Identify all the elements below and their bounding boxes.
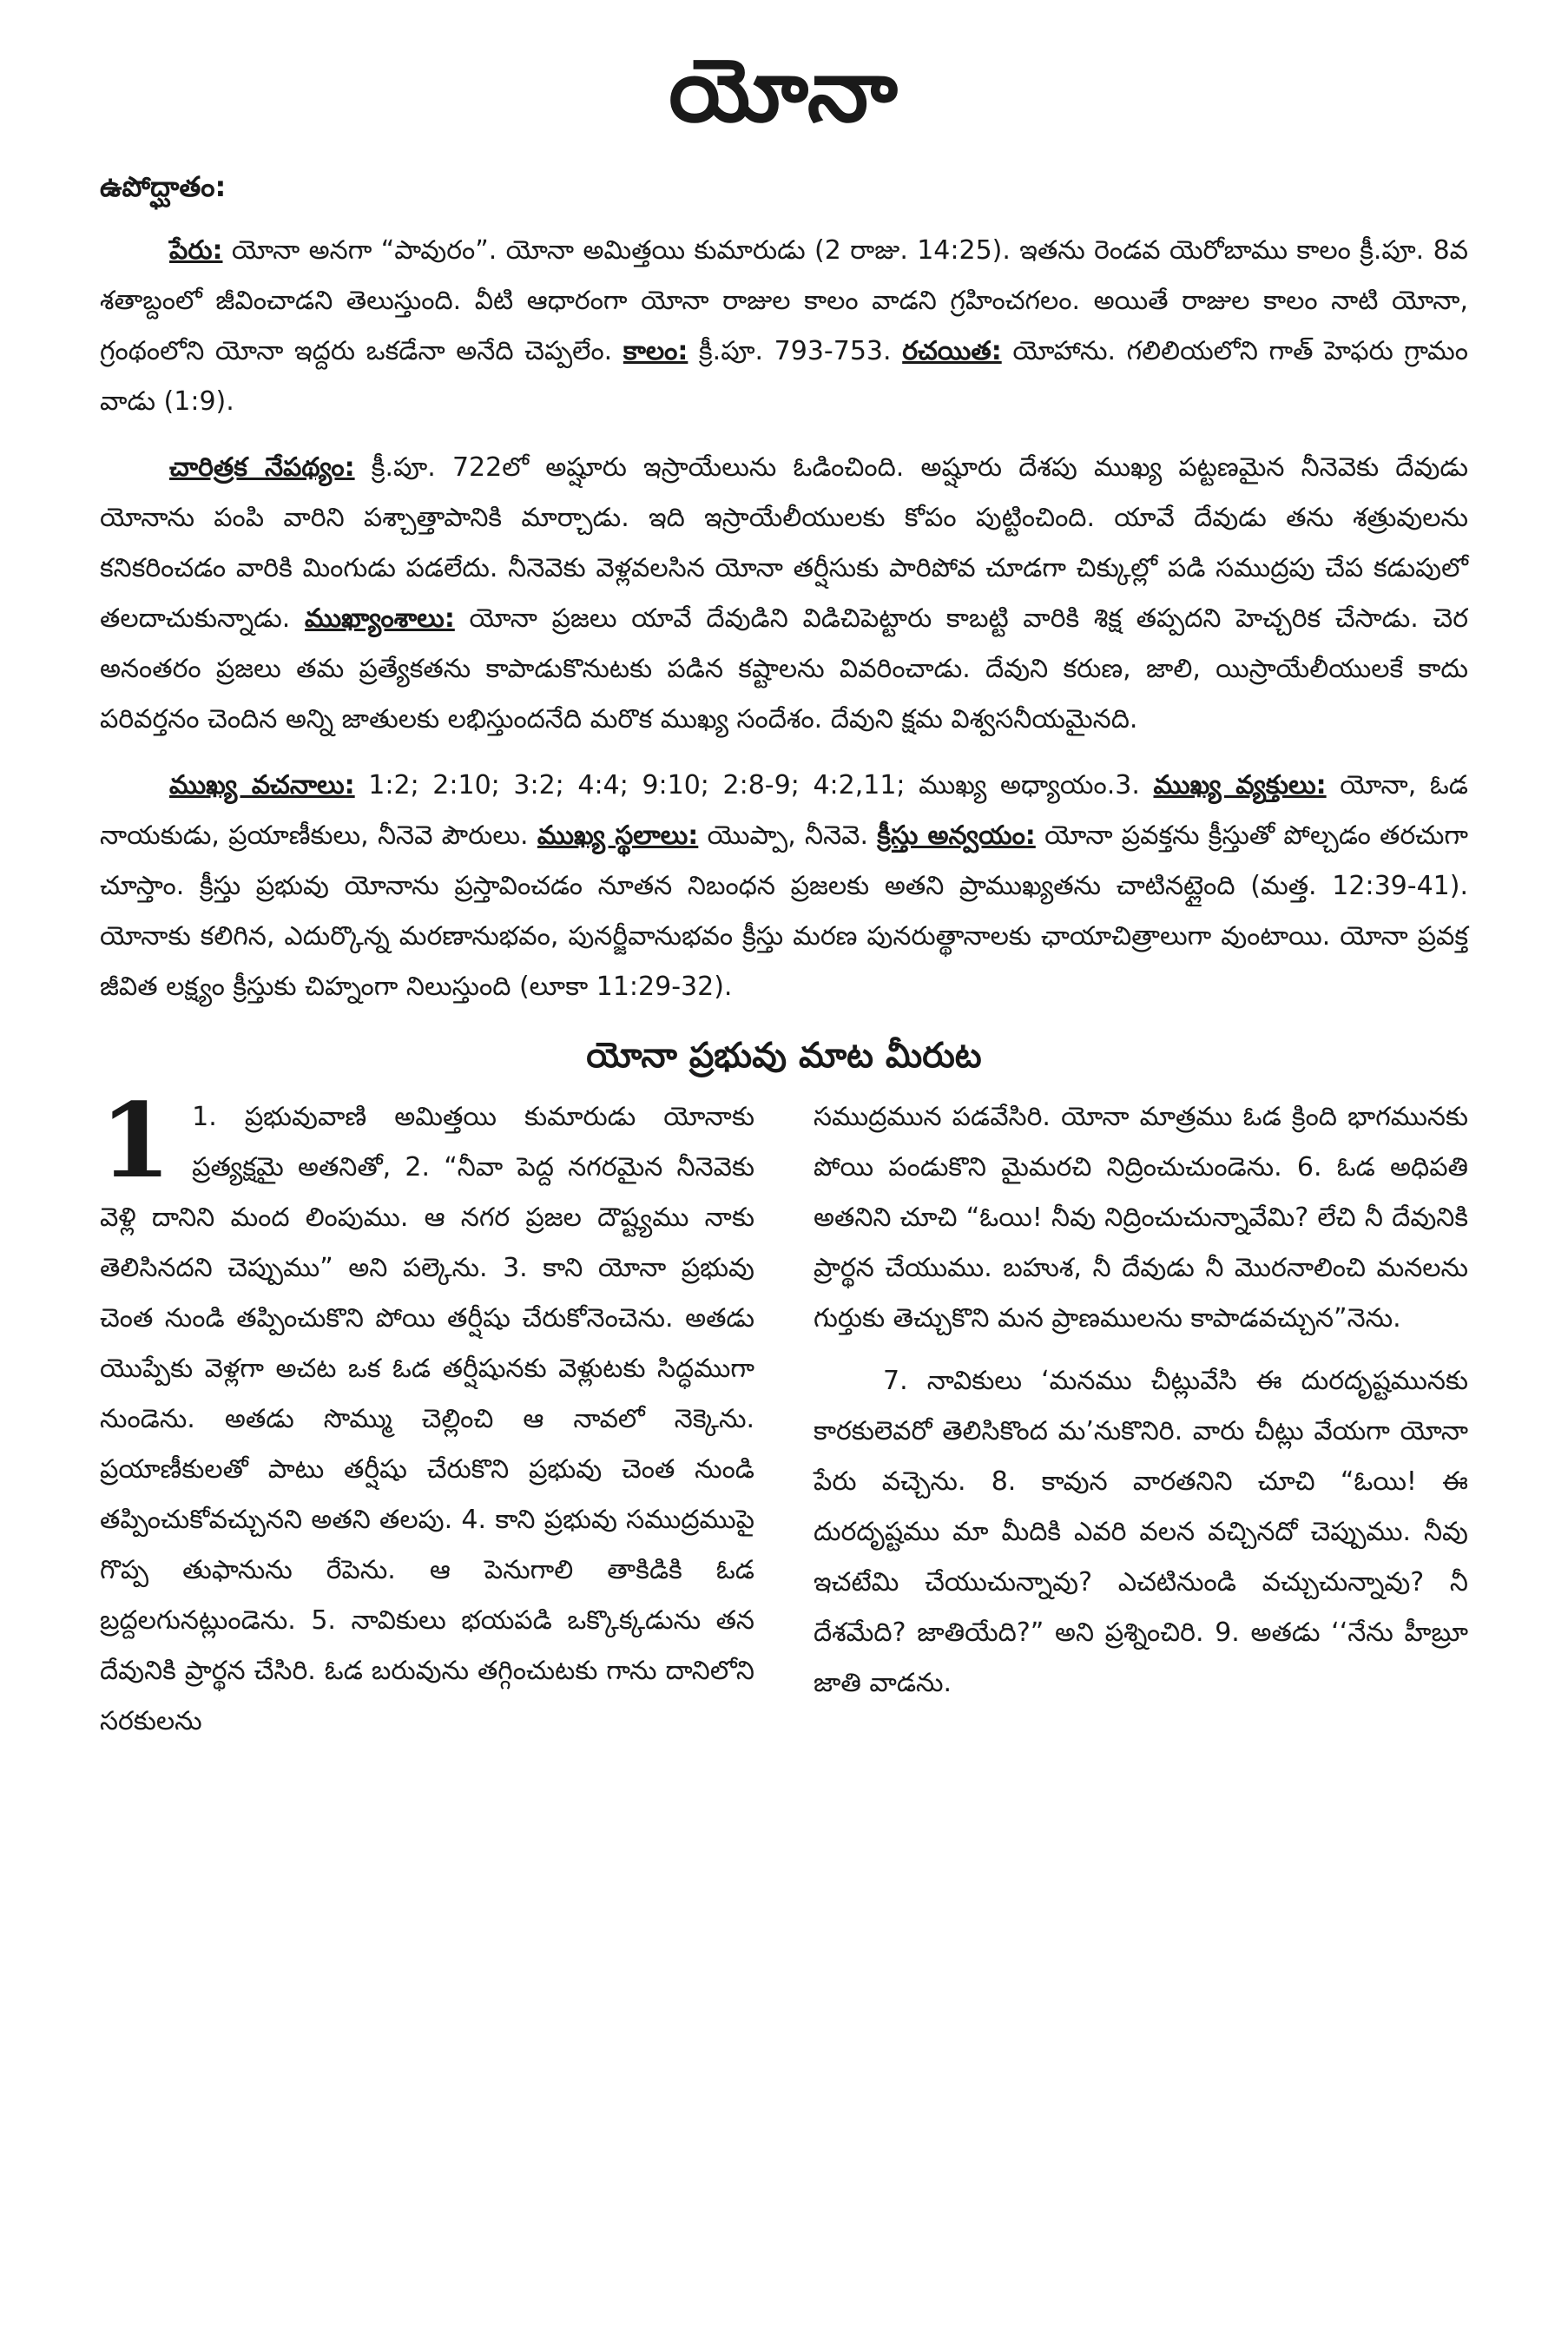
label-christ: క్రీస్తు అన్వయం: bbox=[877, 820, 1036, 851]
introduction bbox=[100, 170, 1468, 1012]
label-time: కాలం: bbox=[623, 336, 688, 366]
scripture-columns bbox=[100, 1080, 1468, 1759]
page bbox=[100, 35, 1468, 1759]
label-background: చారిత్రక నేపథ్యం: bbox=[169, 452, 355, 483]
intro-paragraph-key bbox=[100, 761, 1468, 1012]
intro-paragraph-name bbox=[100, 226, 1468, 427]
left-column bbox=[100, 1080, 754, 1759]
label-themes: ముఖ్యాంశాలు: bbox=[304, 603, 455, 634]
text-verses: 1:2; 2:10; 3:2; 4:4; 9:10; 2:8-9; 4:2,11; ముఖ్య అధ్యాయం.3. bbox=[354, 770, 1154, 800]
text-background: క్రీ.పూ. 722లో అష్షూరు ఇస్రాయేలును ఓడించింది. అష్షూరు దేశపు ముఖ్య పట్టణమైన నీనెవెకు దేవుడు యోనాను పంపి వారిని పశ్చాత్తాపానికి మార్చాడు. ఇది ఇస్రాయేలీయులకు కోపం పుట్టించింది. యావే దేవుడు తను శత్రువులను కనికరించడం వారికి మింగుడు పడలేదు. నీనెవెకు వెళ్లవలసిన యోనా తర్షీసుకు పారిపోవ చూడగా చిక్కుల్లో పడి సముద్రపు చేప కడుపులో తలదాచుకున్నాడు. bbox=[100, 452, 1468, 634]
verse-text: 1. ప్రభువువాణి అమిత్తయి కుమారుడు యోనాకు ప్రత్యక్షమై అతనితో, 2. “నీవా పెద్ద నగరమైన నీనెవెకు వెళ్లి దానిని మంద లింపుము. ఆ నగర ప్రజల దౌష్ట్యము నాకు తెలిసినదని చెప్పుము” అని పల్కెను. 3. కాని యోనా ప్రభువు చెంత నుండి తప్పించుకొని పోయి తర్షీషు చేరుకోనెంచెను. అతడు యొప్పేకు వెళ్లగా అచట ఒక ఓడ తర్షీషునకు వెళ్లుటకు సిద్ధముగా నుండెను. అతడు సొమ్ము చెల్లించి ఆ నావలో నెక్కెను. ప్రయాణీకులతో పాటు తర్షీషు చేరుకొని ప్రభువు చెంత నుండి తప్పించుకోవచ్చునని అతని తలపు. 4. కాని ప్రభువు సముద్రముపై గొప్ప తుఫానును రేపెను. ఆ పెనుగాలి తాకిడికి ఓడ బ్రద్దలగునట్లుండెను. 5. నావికులు భయపడి ఒక్కొక్కడును తన దేవునికి ప్రార్థన చేసిరి. ఓడ బరువును తగ్గించుటకు గాను దానిలోని సరకులను bbox=[100, 1102, 754, 1736]
verse-paragraph bbox=[100, 1080, 754, 1747]
intro-paragraph-background bbox=[100, 443, 1468, 745]
text-time: క్రీ.పూ. 793-753. bbox=[688, 336, 903, 366]
text-author: యోహాను. గలిలియలోని గాత్ హెఫరు గ్రామం వాడు (1:9). bbox=[100, 336, 1468, 417]
label-name: పేరు: bbox=[169, 235, 223, 266]
book-title: యోనా bbox=[669, 40, 899, 142]
verse-paragraph: 7. నావికులు ‘మనము చీట్లువేసి ఈ దురదృష్టమునకు కారకులెవరో తెలిసికొంద మ’నుకొనిరి. వారు చీట్లు వేయగా యోనా పేరు వచ్చెను. 8. కావున వారతనిని చూచి “ఓయి! ఈ దురదృష్టము మా మీదికి ఎవరి వలన వచ్చినదో చెప్పుము. నీవు ఇచటేమి చేయుచున్నావు? ఎచటినుండి వచ్చుచున్నావు? నీ దేశమేది? జాతియేది?” అని ప్రశ్నించిరి. 9. అతడు ‘‘నేను హీబ్రూ జాతి వాడను. bbox=[814, 1366, 1468, 1698]
chapter-number: 1 bbox=[100, 1080, 172, 1201]
verse-paragraph: సముద్రమున పడవేసిరి. యోనా మాత్రము ఓడ క్రింది భాగమునకు పోయి పండుకొని మైమరచి నిద్రించుచుండెను. 6. ఓడ అధిపతి అతనిని చూచి “ఓయి! నీవు నిద్రించుచున్నావేమి? లేచి నీ దేవునికి ప్రార్థన చేయుము. బహుశ, నీ దేవుడు నీ మొరనాలించి మనలను గుర్తుకు తెచ్చుకొని మన ప్రాణములను కాపాడవచ్చున”నెను. bbox=[814, 1102, 1468, 1334]
text-themes: యోనా ప్రజలు యావే దేవుడిని విడిచిపెట్టారు కాబట్టి వారికి శిక్ష తప్పదని హెచ్చరిక చేసాడు. చెర అనంతరం ప్రజలు తమ ప్రత్యేకతను కాపాడుకొనుటకు పడిన కష్టాలను వివరించాడు. దేవుని కరుణ, జాలి, యిస్రాయేలీయులకే కాదు పరివర్తనం చెందిన అన్ని జాతులకు లభిస్తుందనేది మరొక ముఖ్య సందేశం. దేవుని క్షమ విశ్వసనీయమైనది. bbox=[100, 603, 1468, 735]
text-places: యొప్పా, నీనెవె. bbox=[698, 820, 878, 851]
intro-heading: ఉపోద్ఘాతం: bbox=[100, 170, 227, 203]
label-verses: ముఖ్య వచనాలు: bbox=[169, 770, 355, 800]
section-title: యోనా ప్రభువు మాట మీరుట bbox=[586, 1036, 982, 1076]
label-people: ముఖ్య వ్యక్తులు: bbox=[1153, 770, 1327, 800]
text-christ: యోనా ప్రవక్తను క్రీస్తుతో పోల్చడం తరచుగా చూస్తాం. క్రీస్తు ప్రభువు యోనాను ప్రస్తావించడం నూతన నిబంధన ప్రజలకు అతని ప్రాముఖ్యతను చాటినట్లైంది (మత్త. 12:39-41). యోనాకు కలిగిన, ఎదుర్కొన్న మరణానుభవం, పునర్జీవానుభవం క్రీస్తు మరణ పునరుత్థానాలకు ఛాయాచిత్రాలుగా వుంటాయి. యోనా ప్రవక్త జీవిత లక్ష్యం క్రీస్తుకు చిహ్నంగా నిలుస్తుంది (లూకా 11:29-32). bbox=[100, 820, 1468, 1002]
right-column bbox=[814, 1092, 1468, 1759]
text-people: యోనా, ఓడ నాయకుడు, ప్రయాణీకులు, నీనెవె పౌరులు. bbox=[100, 770, 1468, 851]
label-author: రచయిత: bbox=[902, 336, 1002, 366]
text-name: యోనా అనగా “పావురం”. యోనా అమిత్తయి కుమారుడు (2 రాజు. 14:25). ఇతను రెండవ యెరోబాము కాలం క్రీ.పూ. 8వ శతాబ్దంలో జీవించాడని తెలుస్తుంది. వీటి ఆధారంగా యోనా రాజుల కాలం వాడని గ్రహించగలం. అయితే రాజుల కాలం నాటి యోనా, గ్రంథంలోని యోనా ఇద్దరు ఒకడేనా అనేది చెప్పలేం. bbox=[100, 235, 1468, 366]
label-places: ముఖ్య స్థలాలు: bbox=[537, 820, 699, 851]
